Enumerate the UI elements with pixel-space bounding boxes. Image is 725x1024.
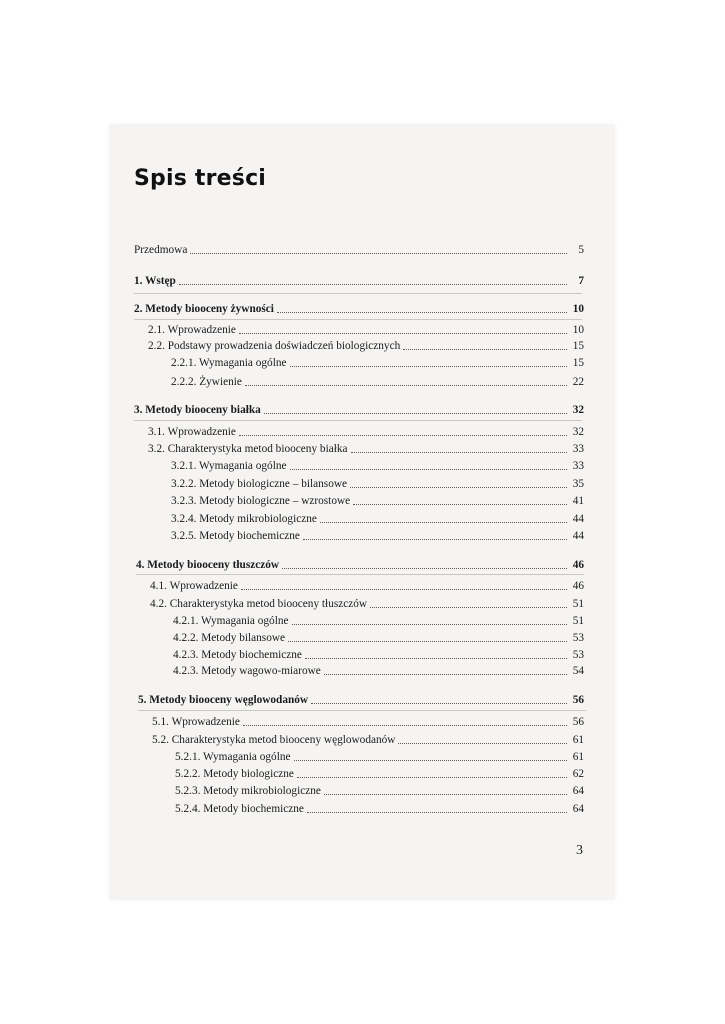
- toc-entry-page: 33: [572, 460, 584, 472]
- toc-entry-label: 4. Metody biooceny tłuszczów: [136, 559, 280, 571]
- leader-dots: [264, 413, 567, 414]
- leader-dots: [303, 539, 567, 540]
- leader-dots: [351, 452, 567, 453]
- toc-entry: [134, 402, 584, 418]
- toc-entry: [150, 596, 584, 612]
- toc-entry-page: 51: [572, 615, 584, 627]
- toc-entry-page: 46: [572, 559, 584, 571]
- toc-entry-page: 56: [572, 694, 584, 706]
- toc-entry: [173, 613, 584, 629]
- toc-entry-page: 44: [572, 513, 584, 525]
- toc-entry: [175, 749, 584, 765]
- toc-entry: [171, 511, 584, 527]
- toc-entry: [148, 338, 584, 354]
- toc-entry-label: 4.2.3. Metody biochemiczne: [173, 649, 302, 661]
- leader-dots: [190, 253, 567, 254]
- toc-entry: [173, 630, 584, 646]
- toc-entry-label: 4.2. Charakterystyka metod biooceny tłuszczów: [150, 598, 368, 610]
- toc-entry-label: 1. Wstęp: [134, 275, 176, 287]
- toc-entry-page: 64: [572, 803, 584, 815]
- leader-dots: [288, 641, 567, 642]
- toc-entry: [171, 355, 584, 371]
- toc-entry-label: 2.2.2. Żywienie: [171, 376, 242, 388]
- toc-entry: [138, 692, 584, 708]
- toc-entry-page: 44: [572, 530, 584, 542]
- toc-entry-label: 3. Metody biooceny białka: [134, 404, 261, 416]
- leader-dots: [277, 312, 567, 313]
- toc-entry-label: 2.1. Wprowadzenie: [148, 324, 236, 336]
- toc-entry: [148, 441, 584, 457]
- leader-dots: [398, 743, 567, 744]
- toc-entry: [173, 663, 584, 679]
- toc-entry-page: 32: [572, 426, 584, 438]
- toc-entry-page: 46: [572, 580, 584, 592]
- toc-entry: [148, 322, 584, 338]
- toc-entry: [171, 374, 584, 390]
- toc-entry: [136, 557, 584, 573]
- leader-dots: [370, 607, 567, 608]
- toc-entry: [171, 493, 584, 509]
- toc-entry-label: 2. Metody biooceny żywności: [134, 303, 274, 315]
- leader-dots: [179, 284, 567, 285]
- leader-dots: [297, 777, 567, 778]
- toc-entry-label: 5.1. Wprowadzenie: [152, 716, 240, 728]
- toc-entry-page: 56: [572, 716, 584, 728]
- toc-entry-label: 3.2.5. Metody biochemiczne: [171, 530, 300, 542]
- leader-dots: [245, 385, 567, 386]
- leader-dots: [311, 703, 567, 704]
- toc-entry-page: 22: [572, 376, 584, 388]
- toc-entry-page: 53: [572, 649, 584, 661]
- toc-entry-page: 61: [572, 751, 584, 763]
- leader-dots: [350, 487, 567, 488]
- toc-entry: [171, 458, 584, 474]
- leader-dots: [324, 794, 567, 795]
- toc-entry: [152, 714, 584, 730]
- leader-dots: [292, 624, 567, 625]
- toc-entry-page: 10: [572, 303, 584, 315]
- toc-entry-label: 2.2. Podstawy prowadzenia doświadczeń biologicznych: [148, 340, 401, 352]
- toc-entry-page: 53: [572, 632, 584, 644]
- divider: [134, 420, 582, 421]
- page-number: 3: [576, 843, 583, 858]
- toc-entry-label: 5.2.3. Metody mikrobiologiczne: [175, 785, 321, 797]
- leader-dots: [239, 435, 567, 436]
- toc-entry-label: 2.2.1. Wymagania ogólne: [171, 357, 287, 369]
- leader-dots: [241, 589, 567, 590]
- toc-entry-label: 5.2. Charakterystyka metod biooceny węglowodanów: [152, 734, 396, 746]
- leader-dots: [243, 725, 567, 726]
- toc-entry-page: 15: [572, 340, 584, 352]
- toc-entry-page: 51: [572, 598, 584, 610]
- leader-dots: [282, 568, 567, 569]
- page-title: Spis treści: [134, 166, 267, 191]
- divider: [136, 574, 584, 575]
- toc-entry-label: 5. Metody biooceny węglowodanów: [138, 694, 309, 706]
- leader-dots: [239, 333, 567, 334]
- toc-entry-page: 10: [572, 324, 584, 336]
- toc-entry-label: 3.1. Wprowadzenie: [148, 426, 236, 438]
- toc-entry: [134, 273, 584, 289]
- toc-entry-label: 3.2.2. Metody biologiczne – bilansowe: [171, 478, 348, 490]
- toc-entry-label: Przedmowa: [134, 244, 188, 256]
- toc-entry-page: 54: [572, 665, 584, 677]
- leader-dots: [290, 469, 567, 470]
- toc-entry-page: 41: [572, 495, 584, 507]
- toc-entry-label: 4.2.1. Wymagania ogólne: [173, 615, 289, 627]
- toc-entry: [175, 766, 584, 782]
- leader-dots: [307, 812, 567, 813]
- toc-entry-page: 5: [578, 244, 584, 256]
- divider: [138, 710, 586, 711]
- toc-entry-page: 15: [572, 357, 584, 369]
- toc-entry-label: 3.2. Charakterystyka metod biooceny białka: [148, 443, 348, 455]
- toc-entry: [175, 783, 584, 799]
- toc-entry-page: 33: [572, 443, 584, 455]
- toc-entry-label: 5.2.2. Metody biologiczne: [175, 768, 294, 780]
- leader-dots: [403, 349, 567, 350]
- toc-entry: [150, 578, 584, 594]
- toc-entry: [171, 476, 584, 492]
- toc-entry-label: 4.2.2. Metody bilansowe: [173, 632, 286, 644]
- toc-entry-label: 3.2.3. Metody biologiczne – wzrostowe: [171, 495, 351, 507]
- toc-entry: [134, 242, 584, 258]
- toc-entry: [173, 647, 584, 663]
- divider: [134, 319, 582, 320]
- toc-entry-label: 5.2.4. Metody biochemiczne: [175, 803, 304, 815]
- leader-dots: [324, 674, 567, 675]
- toc-entry: [171, 528, 584, 544]
- toc-entry-label: 3.2.1. Wymagania ogólne: [171, 460, 287, 472]
- toc-entry: [148, 424, 584, 440]
- toc-entry-page: 7: [578, 275, 584, 287]
- leader-dots: [290, 366, 567, 367]
- toc-entry-page: 35: [572, 478, 584, 490]
- toc-entry-page: 62: [572, 768, 584, 780]
- toc-entry: [152, 732, 584, 748]
- toc-entry-label: 3.2.4. Metody mikrobiologiczne: [171, 513, 317, 525]
- toc-entry: [134, 301, 584, 317]
- leader-dots: [305, 658, 567, 659]
- toc-entry-label: 5.2.1. Wymagania ogólne: [175, 751, 291, 763]
- divider: [134, 293, 582, 294]
- toc-entry-page: 61: [572, 734, 584, 746]
- leader-dots: [294, 760, 567, 761]
- toc-entry-page: 64: [572, 785, 584, 797]
- toc-entry-page: 32: [572, 404, 584, 416]
- toc-entry-label: 4.2.3. Metody wagowo-miarowe: [173, 665, 321, 677]
- toc-entry: [175, 801, 584, 817]
- toc-entry-label: 4.1. Wprowadzenie: [150, 580, 238, 592]
- leader-dots: [320, 522, 567, 523]
- leader-dots: [353, 504, 567, 505]
